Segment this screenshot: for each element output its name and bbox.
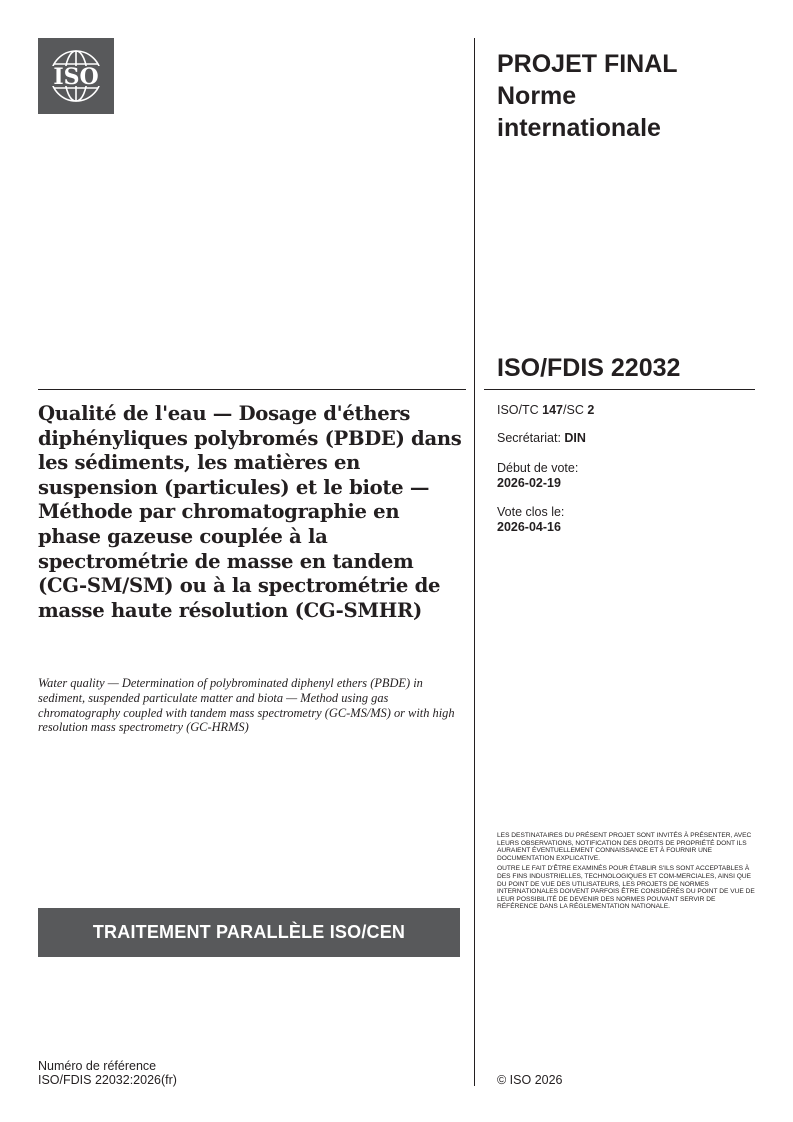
vote-start	[497, 461, 757, 491]
horizontal-divider-left	[38, 389, 466, 390]
vote-end-value: 2026-04-16	[497, 520, 561, 534]
vote-end	[497, 505, 757, 535]
doc-type-line1: PROJET FINAL	[497, 50, 678, 78]
reference-number-label: Numéro de référence	[38, 1059, 157, 1073]
secretariat-value: DIN	[564, 431, 586, 445]
parallel-processing-banner	[38, 908, 460, 957]
doc-type-line2: Norme	[497, 82, 577, 110]
notice-paragraph-2: OUTRE LE FAIT D'ÊTRE EXAMINÉS POUR ÉTABLIR S'ILS SONT ACCEPTABLES À DES FINS INDUSTRIELLES, TECHNOLOGIQUES ET COM-MERCIALES, AINSI QUE DU POINT DE VUE DES UTILISATEURS, LES PROJETS DE NORMES INTERNATIONALES DOIVENT PARFOIS ÊTRE CONSIDÉRÉS DU POINT DE VUE DE LEUR POSSIBILITÉ DE DEVENIR DES NORMES POUVANT SERVIR DE RÉFÉRENCE DANS LA RÉGLEMENTATION NATIONALE.	[497, 865, 755, 911]
document-type	[497, 48, 767, 144]
banner-text: TRAITEMENT PARALLÈLE ISO/CEN	[92, 922, 406, 942]
committee-tc: 147	[542, 403, 564, 417]
committee-prefix: ISO/TC	[497, 403, 543, 417]
document-reference: ISO/FDIS 22032	[497, 354, 681, 382]
vote-end-label: Vote clos le:	[497, 505, 565, 519]
reference-number	[38, 1059, 177, 1087]
recipient-notice	[497, 832, 757, 914]
reference-number-value: ISO/FDIS 22032:2026(fr)	[38, 1073, 177, 1087]
committee-sc: 2	[587, 403, 595, 417]
vote-start-value: 2026-02-19	[497, 476, 561, 490]
secretariat	[497, 431, 757, 446]
notice-paragraph-1: LES DESTINATAIRES DU PRÉSENT PROJET SONT INVITÉS À PRÉSENTER, AVEC LEURS OBSERVATIONS, NOTIFICATION DES DROITS DE PROPRIÉTÉ DONT ILS AURAIENT ÉVENTUELLEMENT CONNAISSANCE ET À FOURNIR UNE DOCUMENTATION EXPLICATIVE.	[497, 832, 752, 862]
committee	[497, 403, 757, 418]
logo-text: ISO	[53, 64, 99, 90]
title-french: Qualité de l'eau — Dosage d'éthers diphényliques polybromés (PBDE) dans les sédiments, les matières en suspension (particules) et le biote — Méthode par chromatographie en phase gazeuse couplée à la spectrométrie de masse en tandem (CG-SM/SM) ou à la spectrométrie de masse haute résolution (CG-SMHR)	[38, 402, 462, 622]
secretariat-label: Secrétariat:	[497, 431, 565, 445]
committee-sep: /SC	[563, 403, 588, 417]
globe-icon	[38, 38, 114, 114]
title-english: Water quality — Determination of polybrominated diphenyl ethers (PBDE) in sediment, suspended particulate matter and biota — Method using gas chromatography coupled with tandem mass spectrometry (GC-MS/MS) or with high resolution mass spectrometry (GC-HRMS)	[38, 676, 455, 735]
iso-logo	[38, 38, 114, 114]
vertical-divider	[474, 38, 475, 1086]
doc-type-line3: internationale	[497, 114, 661, 142]
horizontal-divider-right	[484, 389, 755, 390]
vote-start-label: Début de vote:	[497, 461, 579, 475]
copyright: © ISO 2026	[497, 1073, 563, 1087]
